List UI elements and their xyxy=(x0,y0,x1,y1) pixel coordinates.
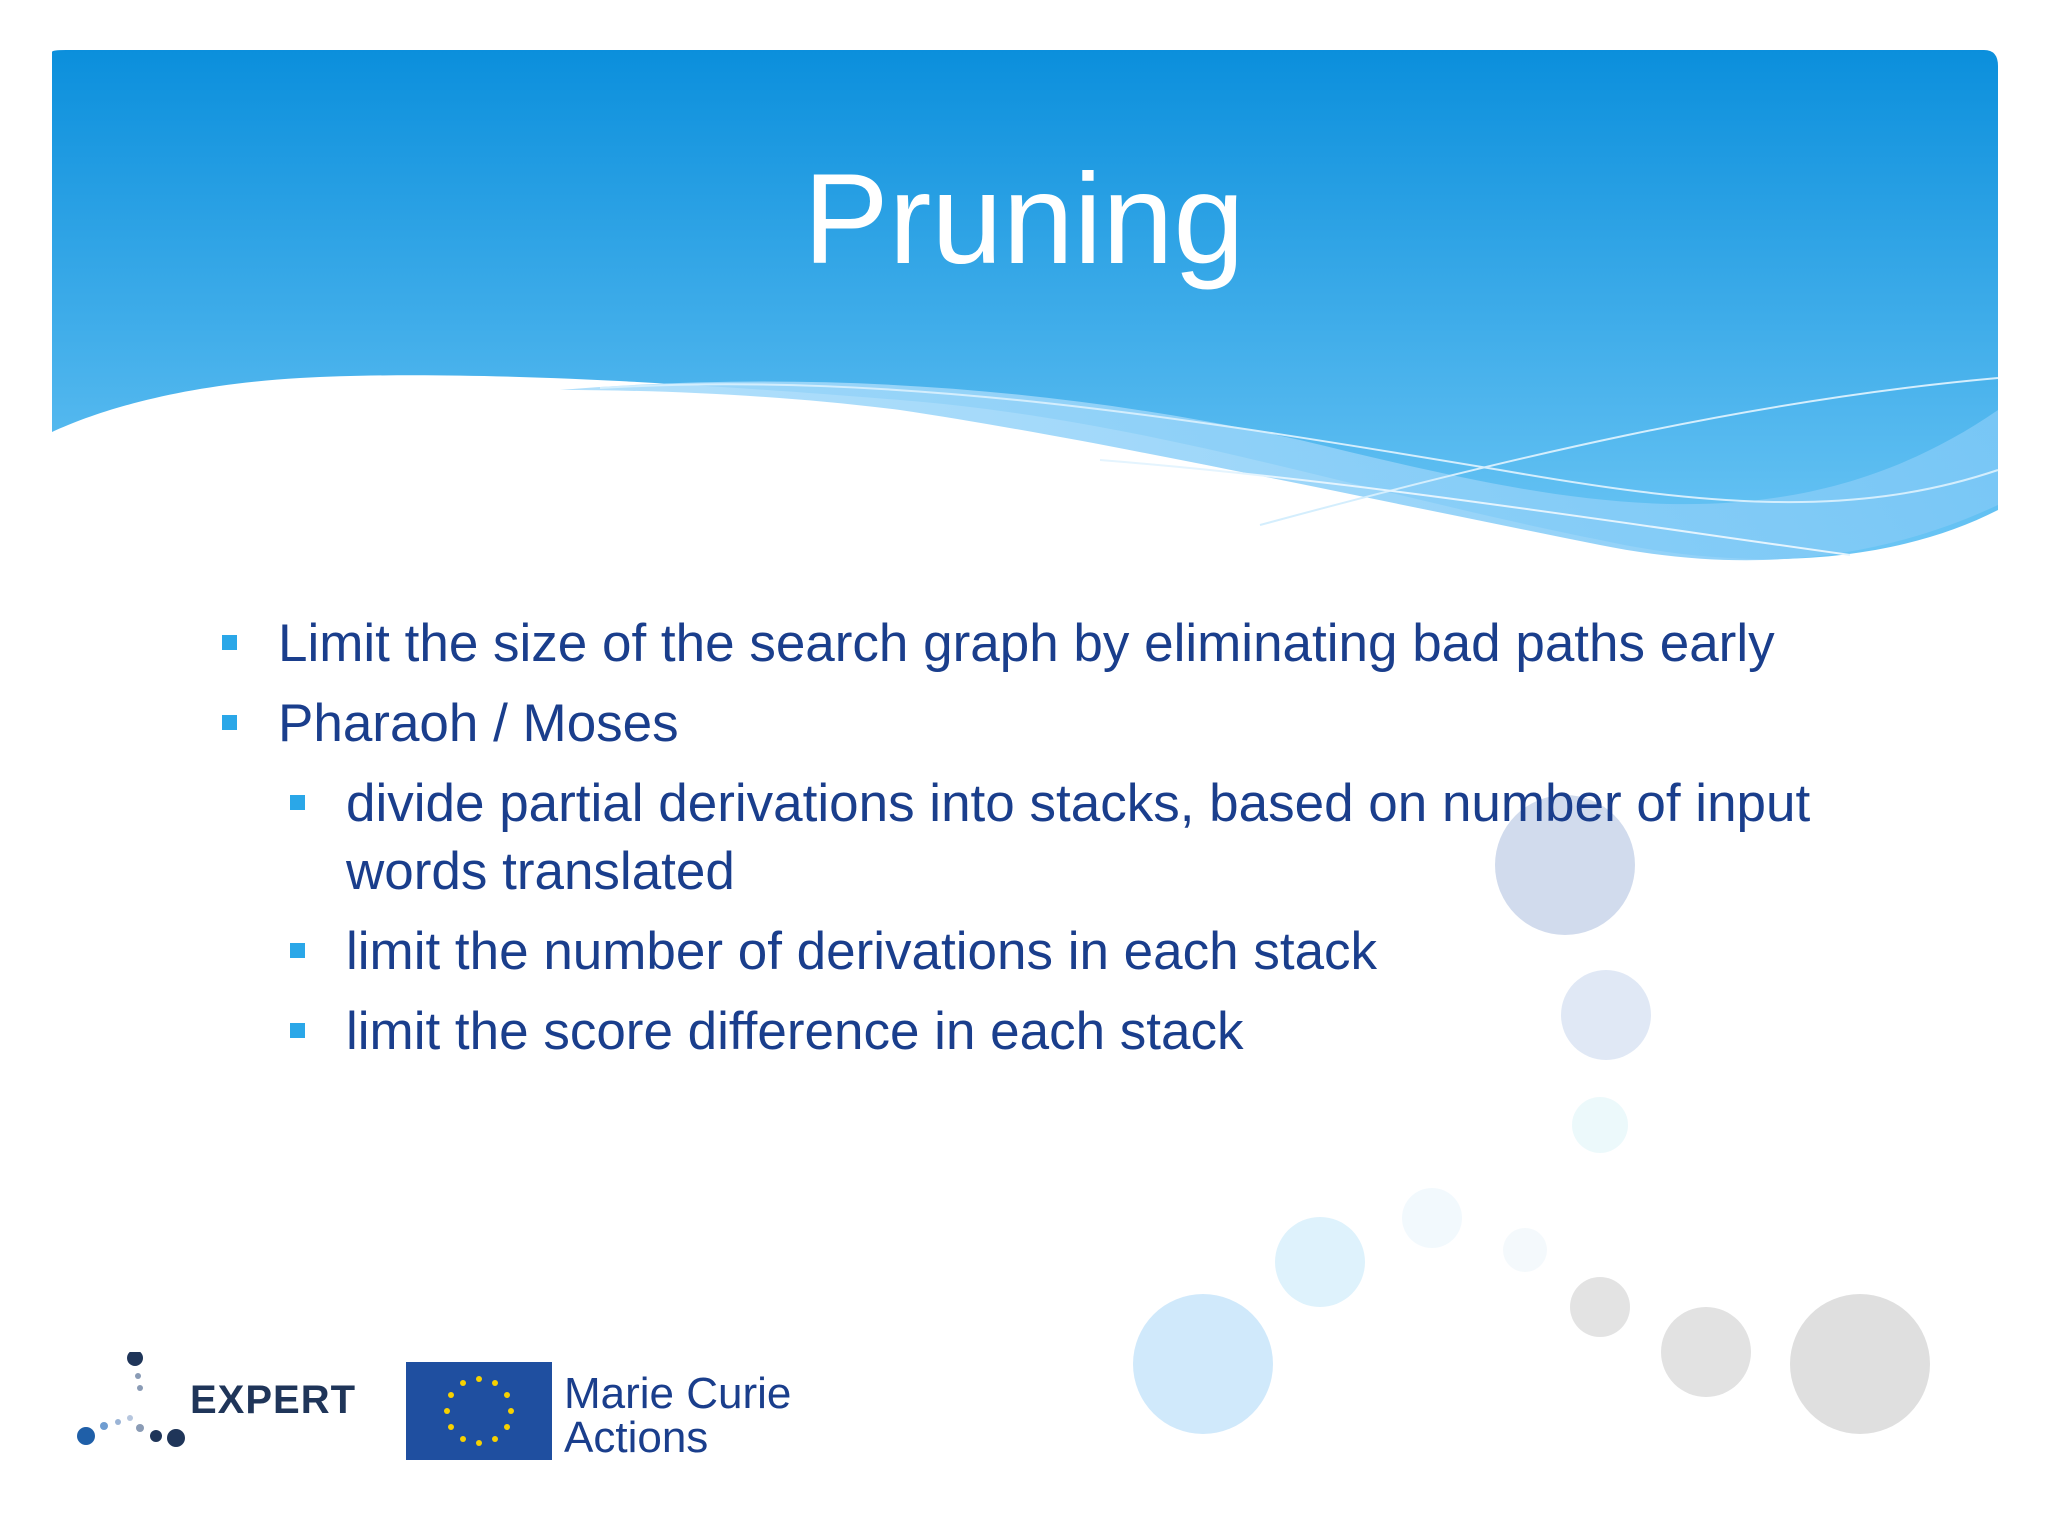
bullet-list xyxy=(216,610,1836,1078)
square-bullet-icon xyxy=(222,715,237,730)
square-bullet-icon xyxy=(290,1023,305,1038)
deco-circle xyxy=(1133,1294,1273,1434)
marie-curie-actions-text xyxy=(564,1369,792,1462)
bullet-text: Pharaoh / Moses xyxy=(278,694,679,753)
eu-flag-icon xyxy=(406,1362,552,1460)
sub-bullet-item xyxy=(216,918,1836,986)
bullet-text: Limit the size of the search graph by eliminating bad paths early xyxy=(278,614,1775,673)
bullet-text: divide partial derivations into stacks, based on number of input words translated xyxy=(346,774,1811,901)
square-bullet-icon xyxy=(290,795,305,810)
square-bullet-icon xyxy=(290,943,305,958)
sub-bullet-item xyxy=(216,998,1836,1066)
deco-circle xyxy=(1402,1188,1462,1248)
bullet-text: limit the score difference in each stack xyxy=(346,1002,1244,1061)
expert-logo-text: EXPERT xyxy=(190,1378,357,1422)
bullet-text: limit the number of derivations in each stack xyxy=(346,922,1378,981)
deco-circle xyxy=(1572,1097,1628,1153)
marie-curie-line2: Actions xyxy=(564,1413,709,1462)
bullet-item xyxy=(216,610,1836,678)
square-bullet-icon xyxy=(222,635,237,650)
bullet-item xyxy=(216,690,1836,758)
slide-title: Pruning xyxy=(803,148,1245,291)
sub-bullet-item xyxy=(216,770,1836,906)
deco-circle xyxy=(1661,1307,1751,1397)
deco-circle xyxy=(1790,1294,1930,1434)
deco-circle xyxy=(1503,1228,1547,1272)
deco-circle xyxy=(1570,1277,1630,1337)
marie-curie-line1: Marie Curie xyxy=(564,1369,792,1418)
deco-circle xyxy=(1275,1217,1365,1307)
header-band xyxy=(52,50,1998,559)
